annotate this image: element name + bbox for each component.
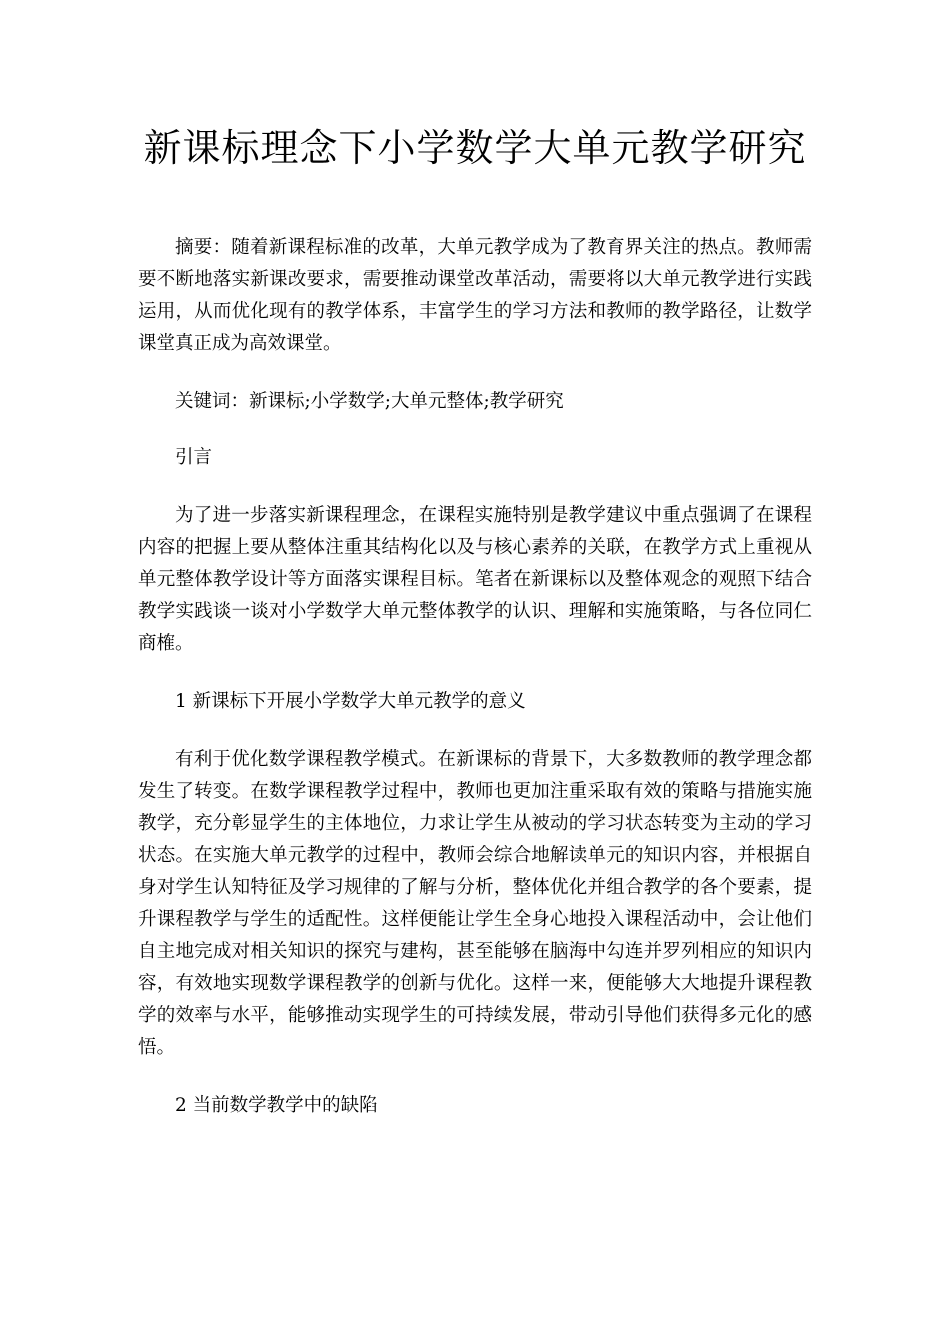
section-heading-1: 1 新课标下开展小学数学大单元教学的意义 bbox=[175, 691, 526, 712]
document-title: 新课标理念下小学数学大单元教学研究 bbox=[143, 126, 807, 170]
abstract-paragraph: 摘要：随着新课程标准的改革，大单元教学成为了教育界关注的热点。教师需要不断地落实新课改要求，需要推动课堂改革活动，需要将以大单元教学进行实践运用，从而优化现有的教学体系，丰富学生的学习方法和教师的教学路径，让数学课堂真正成为高效课堂。 bbox=[138, 237, 812, 354]
document-body bbox=[138, 232, 812, 1122]
section-paragraph-1: 有利于优化数学课程教学模式。在新课标的背景下，大多数教师的教学理念都发生了转变。在数学课程教学过程中，教师也更加注重采取有效的策略与措施实施教学，充分彰显学生的主体地位，力求让学生从被动的学习状态转变为主动的学习状态。在实施大单元教学的过程中，教师会综合地解读单元的知识内容，并根据自身对学生认知特征及学习规律的了解与分析，整体优化并组合教学的各个要素，提升课程教学与学生的适配性。这样便能让学生全身心地投入课程活动中，会让他们自主地完成对相关知识的探究与建构，甚至能够在脑海中勾连并罗列相应的知识内容，有效地实现数学课程教学的创新与优化。这样一来，便能够大大地提升课程教学的效率与水平，能够推动实现学生的可持续发展，带动引导他们获得多元化的感悟。 bbox=[138, 749, 812, 1058]
intro-paragraph: 为了进一步落实新课程理念，在课程实施特别是教学建议中重点强调了在课程内容的把握上要从整体注重其结构化以及与核心素养的关联，在教学方式上重视从单元整体教学设计等方面落实课程目标。笔者在新课标以及整体观念的观照下结合教学实践谈一谈对小学数学大单元整体教学的认识、理解和实施策略，与各位同仁商榷。 bbox=[138, 505, 812, 654]
keywords-line: 关键词：新课标;小学数学;大单元整体;教学研究 bbox=[175, 391, 564, 412]
intro-heading: 引言 bbox=[175, 447, 213, 468]
section-heading-2: 2 当前数学教学中的缺陷 bbox=[175, 1095, 378, 1116]
